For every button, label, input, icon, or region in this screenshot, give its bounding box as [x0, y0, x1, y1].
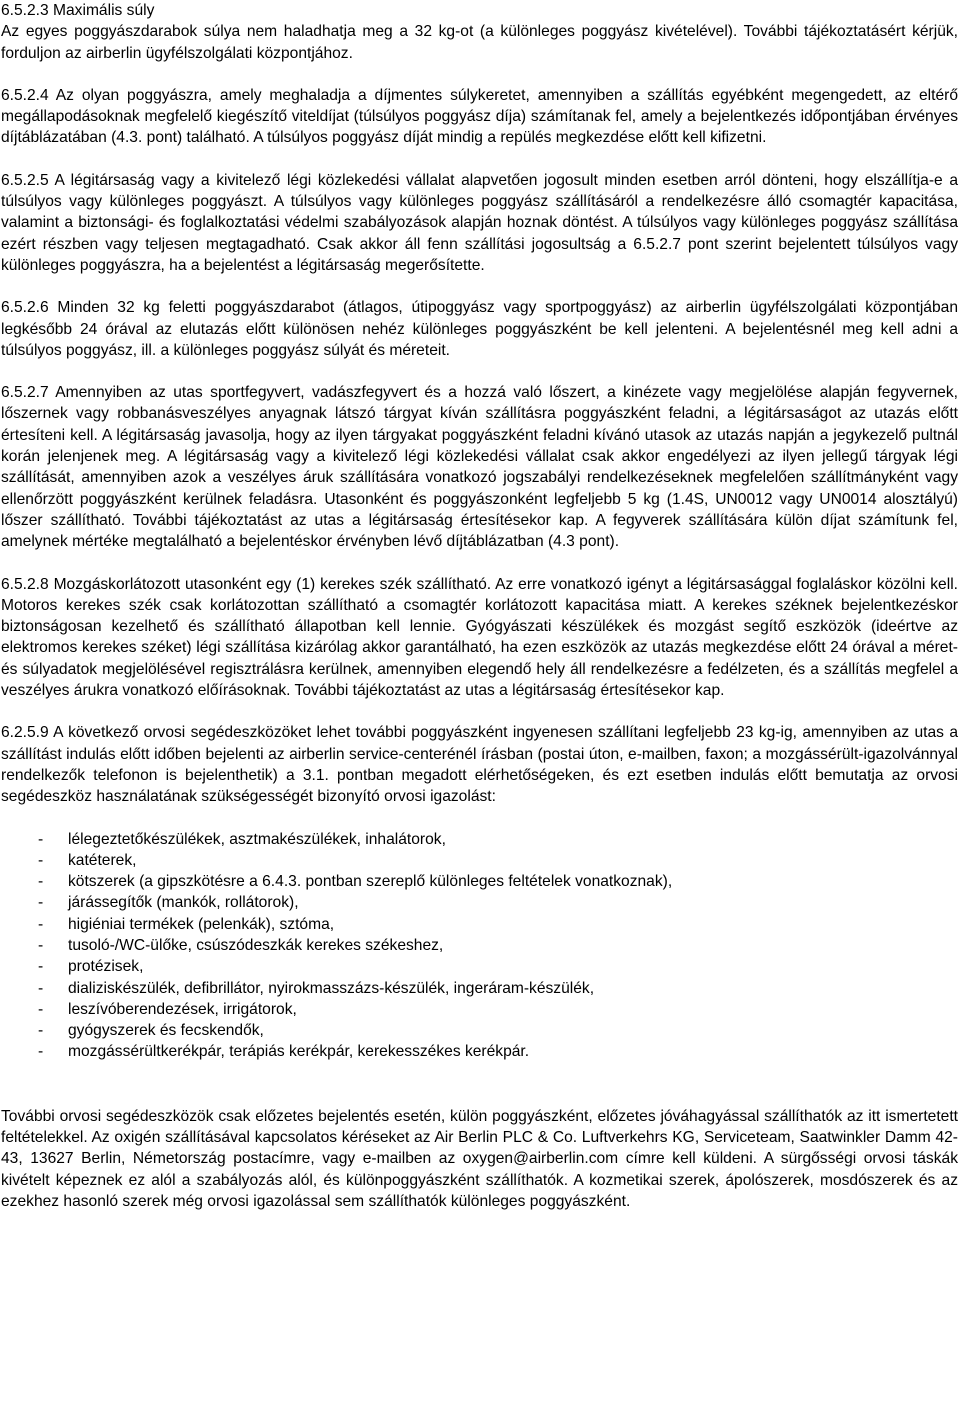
paragraph-additional-aids: További orvosi segédeszközök csak előzetes bejelentés esetén, külön poggyászként, előzetes jóváhagyással szállíthatók az itt ismertetett feltételekkel. Az oxigén szállításával kapcsolatos kéréseket az Air Berlin PLC & Co. Luftverkehrs KG, Serviceteam, Saatwinkler Damm 42-43, 13627 Berlin, Németország postacímre, vagy e-mailben az oxygen@airberlin.com címre kell küldeni. A sürgősségi orvosi táskák kivételt képeznek ez alól a szabályozás alól, és különpoggyászként szállíthatók. A kozmetikai szerek, ápolószerek, mosdószerek és az ezekhez hasonló szerek még orvosi igazolással sem szállíthatók különleges poggyászként. — [1, 1107, 958, 1210]
list-item-text: protézisek, — [68, 958, 144, 976]
medical-aids-list — [1, 829, 958, 1063]
list-item — [1, 1041, 958, 1062]
list-item-text: katéterek, — [68, 851, 137, 869]
list-item — [1, 978, 958, 999]
list-dash: - — [38, 958, 44, 976]
paragraph-6-2-5-9: 6.2.5.9 A következő orvosi segédeszközöket lehet további poggyászként ingyenesen szállítani legfeljebb 23 kg-ig, amennyiben az utas a szállítást indulás előtt időben bejelenti az airberlin service-centerénél írásban (postai úton, e-mailben, faxon; a mozgássérült-igazolvánnyal rendelkezők telefonon is bejelenthetik) a 3.1. pontban megadott elérhetőségeken, és ezt esetben indulás előtt bemutatja az orvosi segédeszköz használatának szükségességét bizonyító orvosi igazolást: — [1, 724, 958, 806]
list-item-text: kötszerek (a gipszkötésre a 6.4.3. pontban szereplő különleges feltételek vonatkoznak), — [68, 873, 673, 891]
paragraph-6-5-2-5: 6.5.2.5 A légitársaság vagy a kivitelező légi közlekedési vállalat alapvetően jogosult minden esetben arról dönteni, hogy elszállítja-e a túlsúlyos vagy különleges poggyászt. A túlsúlyos vagy különleges poggyász szállításáról a rendelkezésre álló csomagtér kapacitása, valamint a biztonsági- és foglalkoztatási védelmi szabályozások alapján hoznak döntést. A túlsúlyos vagy különleges poggyász szállítása ezért részben vagy teljesen megtagadható. Csak akkor áll fenn szállítási jogosultság a 6.5.2.7 pont szerint bejelentett túlsúlyos vagy különleges poggyászra, ha a bejelentést a légitársaság megerősítette. — [1, 171, 958, 274]
paragraph-max-weight: Az egyes poggyászdarabok súlya nem haladhatja meg a 32 kg-ot (a különleges poggyász kivételével). További tájékoztatásért kérjük, forduljon az airberlin ügyfélszolgálati központjához. — [1, 23, 958, 62]
list-item-text: mozgássérültkerékpár, terápiás kerékpár, kerekesszékes kerékpár. — [68, 1043, 530, 1061]
list-item-text: lélegeztetőkészülékek, asztmakészülékek, inhalátorok, — [68, 830, 446, 848]
paragraph-6-5-2-6: 6.5.2.6 Minden 32 kg feletti poggyászdarabot (átlagos, útipoggyász vagy sportpoggyász) az airberlin ügyfélszolgálati központjában legkésőbb 24 órával az elutazás előtt különösen nehéz különleges poggyászként be kell jelenteni. A bejelentésnél meg kell adni a túlsúlyos poggyász, ill. a különleges poggyász súlyát és méreteit. — [1, 299, 958, 359]
paragraph-6-5-2-8: 6.5.2.8 Mozgáskorlátozott utasonként egy (1) kerekes szék szállítható. Az erre vonatkozó igényt a légitársasággal foglaláskor közölni kell. Motoros kerekes szék csak korlátozottan szállítható a csomagtér korlátozott kapacitása miatt. A kerekes széknek bejelentkezéskor biztonságosan kezelhető és szállítható állapotban kell lennie. Gyógyászati készülékek és mozgást segítő eszközök (ideértve az elektromos kerekes széket) légi szállítása kizárólag akkor garantálható, ha ezen eszközök az utazás megkezdése előtt 24 órával a méret- és súlyadatok megjelölésével regisztrálásra kerülnek, amennyiben elegendő hely áll rendelkezésre a fedélzeten, és a szállítás megfelel a veszélyes árukra vonatkozó előírásoknak. További tájékoztatást az utas a légitársaság értesítésekor kap. — [1, 575, 958, 700]
list-dash: - — [38, 1043, 44, 1061]
list-item-text: gyógyszerek és fecskendők, — [68, 1022, 264, 1040]
list-dash: - — [38, 1000, 44, 1018]
list-item — [1, 1020, 958, 1041]
list-dash: - — [38, 1022, 44, 1040]
paragraph-6-5-2-7: 6.5.2.7 Amennyiben az utas sportfegyvert, vadászfegyvert és a hozzá való lőszert, a kinézete vagy megjelölése alapján fegyvernek, lőszernek vagy robbanásveszélyes anyagnak látszó tárgyat kíván szállításra poggyászként feladni, a légitársaságot az utazás előtt értesíteni kell. A légitársaság javasolja, hogy az ilyen tárgyakat poggyászként feladni kívánó utasok az utazás napján a jegykezelő pultnál korán jelenjenek meg. A légitársaság vagy a kivitelező légi közlekedési vállalat csak akkor engedélyezi az ilyen jellegű tárgyak légi szállítását, amennyiben azok a veszélyes áruk szállítására vonatkozó jogszabályi rendelkezéseknek megfelelően szállítmányként vagy ellenőrzött poggyászként kerülnek feladásra. Utasonként és poggyászonként legfeljebb 5 kg (1.4S, UN0012 vagy UN0014 alosztályú) lőszer szállítható. További tájékoztatást az utas a légitársaság értesítésekor kap. A fegyverek szállítására külön díjat számítunk fel, amelynek mértéke megtalálható a bejelentéskor érvényben lévő díjtáblázatban (4.3 pont). — [1, 384, 958, 551]
list-item — [1, 935, 958, 956]
list-item — [1, 892, 958, 913]
list-item-text: leszívóberendezések, irrigátorok, — [68, 1000, 297, 1018]
list-item-text: dializiskészülék, defibrillátor, nyirokmasszázs-készülék, ingeráram-készülék, — [68, 979, 595, 997]
list-dash: - — [38, 979, 44, 997]
list-dash: - — [38, 894, 44, 912]
list-item — [1, 871, 958, 892]
list-item — [1, 850, 958, 871]
list-dash: - — [38, 851, 44, 869]
list-dash: - — [38, 830, 44, 848]
section-heading: 6.5.2.3 Maximális súly — [1, 2, 155, 19]
list-item-text: tusoló-/WC-ülőke, csúszódeszkák kerekes székeshez, — [68, 936, 444, 954]
list-item — [1, 956, 958, 977]
list-item — [1, 914, 958, 935]
list-item-text: higiéniai termékek (pelenkák), sztóma, — [68, 915, 335, 933]
list-item — [1, 999, 958, 1020]
paragraph-6-5-2-4: 6.5.2.4 Az olyan poggyászra, amely meghaladja a díjmentes súlykeretet, amennyiben a szállítás egyébként megengedett, az eltérő megállapodásoknak megfelelő kiegészítő viteldíjat (túlsúlyos poggyász díja) számítanak fel, amely a bejelentkezés időpontjában érvényes díjtáblázatában (4.3. pont) található. A túlsúlyos poggyász díját mindig a repülés megkezdése előtt kell kifizetni. — [1, 86, 958, 147]
list-dash: - — [38, 915, 44, 933]
list-dash: - — [38, 936, 44, 954]
list-dash: - — [38, 873, 44, 891]
list-item-text: járássegítők (mankók, rollátorok), — [68, 894, 299, 912]
list-item — [1, 829, 958, 850]
